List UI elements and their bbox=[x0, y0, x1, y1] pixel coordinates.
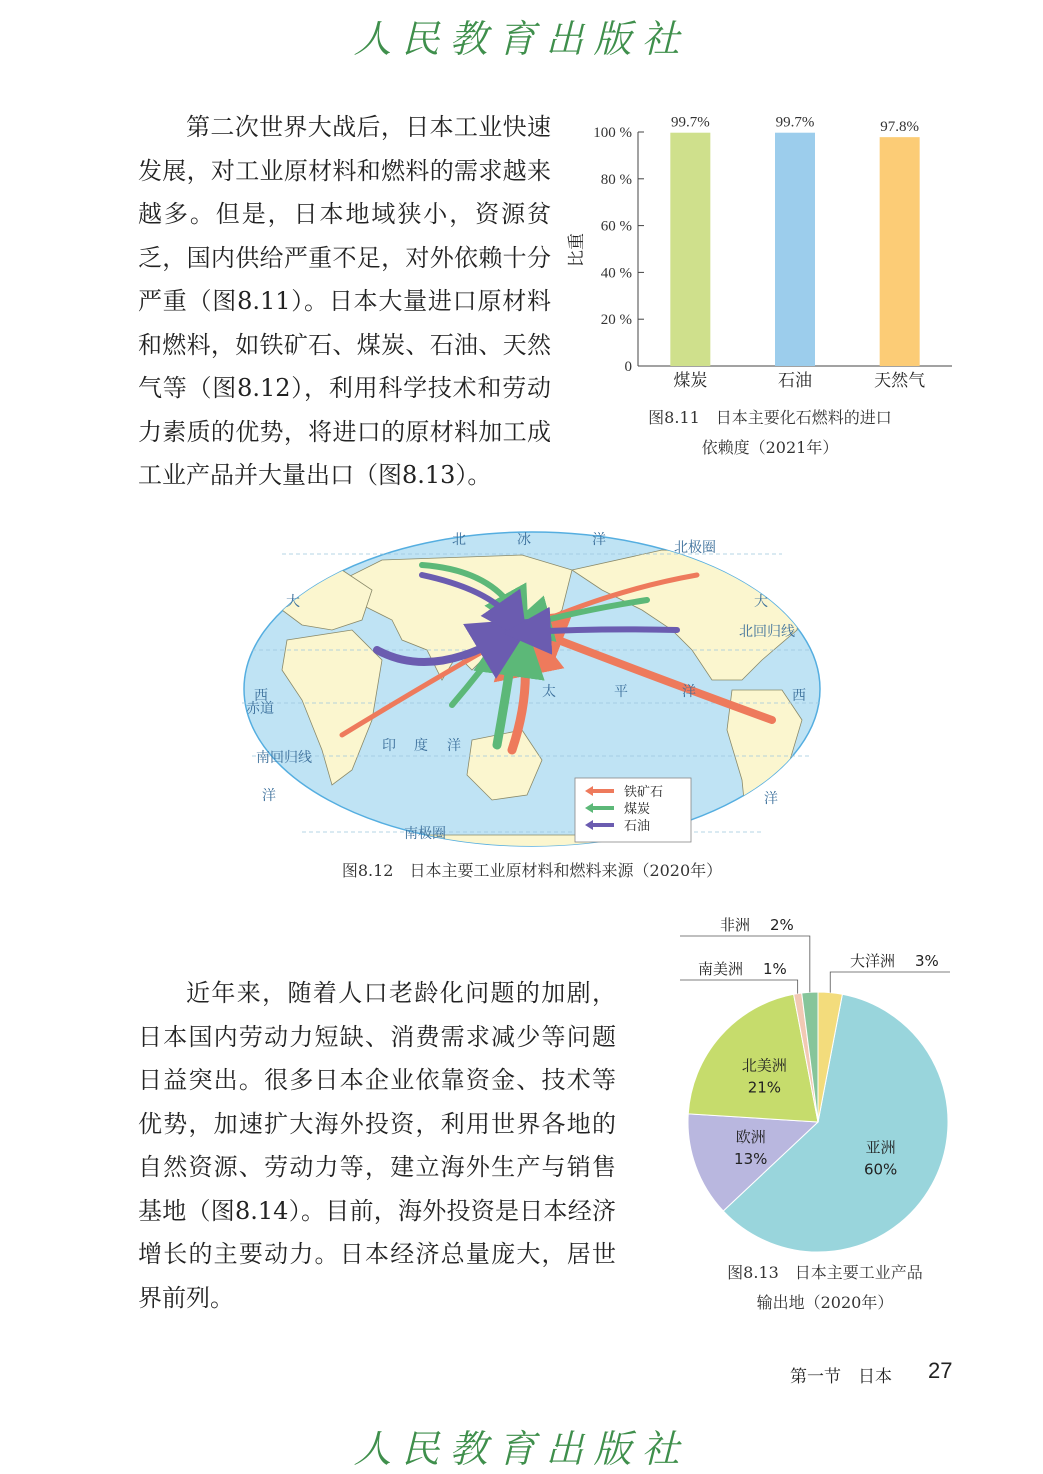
bar-category-label: 天然气 bbox=[874, 371, 926, 391]
legend-label: 石油 bbox=[624, 819, 651, 834]
label-arctic-yang: 洋 bbox=[592, 532, 606, 548]
label-pac-tai: 太 bbox=[542, 684, 556, 700]
fig813-caption bbox=[660, 1258, 990, 1318]
pie-value-label: 2% bbox=[770, 916, 794, 934]
pie-value-label: 3% bbox=[915, 952, 939, 970]
legend-label: 铁矿石 bbox=[624, 785, 664, 800]
label-atl-xi-right: 西 bbox=[792, 688, 806, 704]
fig812-caption: 图8.12 日本主要工业原材料和燃料来源（2020年） bbox=[341, 861, 723, 880]
label-pac-yang: 洋 bbox=[682, 684, 696, 700]
map-legend bbox=[575, 778, 691, 842]
bar-1 bbox=[670, 133, 710, 366]
fig811-caption-line1: 图8.11 日本主要化石燃料的进口 bbox=[648, 408, 892, 427]
label-arctic-bing: 冰 bbox=[517, 532, 531, 548]
pie-value-label: 21% bbox=[747, 1078, 782, 1097]
fig813-pie-chart bbox=[680, 900, 980, 1260]
fig813-caption-line2: 输出地（2020年） bbox=[756, 1293, 894, 1312]
pie-name-label: 亚洲 bbox=[865, 1138, 896, 1157]
bar-category-label: 石油 bbox=[778, 371, 812, 391]
fig811-caption-line2: 依赖度（2021年） bbox=[701, 438, 839, 457]
bar-ytick-label: 60 % bbox=[600, 218, 632, 235]
label-arctic-circle: 北极圈 bbox=[674, 540, 716, 556]
label-atl-da-left: 大 bbox=[286, 594, 300, 610]
label-tropic-south: 南回归线 bbox=[256, 750, 312, 766]
paragraph-2: 近年来，随着人口老龄化问题的加剧，日本国内劳动力短缺、消费需求减少等问题日益突出。很多日本企业依靠资金、技术等优势，加速扩大海外投资，利用世界各地的自然资源、劳动力等，建立海外生产与销售基地（图8.14）。目前，海外投资是日本经济增长的主要动力。日本经济总量庞大，居世界前列。 bbox=[138, 979, 616, 1312]
fig811-bar-chart bbox=[567, 100, 980, 400]
paragraph-1: 第二次世界大战后，日本工业快速发展，对工业原材料和燃料的需求越来越多。但是，日本地域狭小，资源贫乏，国内供给严重不足，对外依赖十分严重（图8.11）。日本大量进口原材料和燃料，如铁矿石、煤炭、石油、天然气等（图8.12），利用科学技术和劳动力素质的优势，将进口的原材料加工成工业产品并大量出口（图8.13）。 bbox=[138, 113, 551, 489]
pie-callout-line bbox=[680, 980, 798, 994]
bar-value-label: 99.7% bbox=[775, 114, 815, 131]
legend-label: 煤炭 bbox=[624, 802, 651, 817]
pie-value-label: 1% bbox=[763, 960, 787, 978]
pie-value-label: 13% bbox=[734, 1150, 768, 1169]
fig811-caption bbox=[600, 403, 940, 463]
label-tropic-north: 北回归线 bbox=[739, 624, 795, 640]
fig812-world-map bbox=[242, 530, 822, 848]
pie-callout-line bbox=[830, 972, 950, 993]
bar-ytick-label: 100 % bbox=[593, 125, 632, 141]
bar-ytick-label: 20 % bbox=[600, 312, 632, 329]
bar-category-label: 煤炭 bbox=[673, 371, 708, 391]
label-equator: 赤道 bbox=[246, 701, 274, 717]
bar-3 bbox=[880, 137, 920, 366]
footer-section: 第一节 日本 bbox=[790, 1367, 892, 1387]
bar-2 bbox=[775, 133, 815, 366]
label-arctic-bei: 北 bbox=[452, 532, 466, 548]
page-number: 27 bbox=[928, 1358, 953, 1383]
pie-name-label: 大洋洲 bbox=[850, 952, 896, 970]
label-atl-da-right: 大 bbox=[754, 594, 768, 610]
pie-name-label: 北美洲 bbox=[741, 1056, 787, 1075]
label-atl-yang-left: 洋 bbox=[262, 788, 276, 804]
oil-arrow-north-america bbox=[527, 629, 677, 632]
pie-name-label: 南美洲 bbox=[698, 960, 744, 978]
label-indian-yang: 洋 bbox=[447, 738, 461, 754]
label-antarctic-circle: 南极圈 bbox=[404, 826, 446, 842]
label-atl-xi-left: 西 bbox=[254, 688, 268, 704]
publisher-footer: 人民教育出版社 bbox=[353, 1427, 690, 1471]
label-indian-du: 度 bbox=[414, 738, 428, 754]
bar-value-label: 99.7% bbox=[670, 114, 710, 131]
paragraph-2-container bbox=[138, 972, 616, 1320]
pie-name-label: 非洲 bbox=[720, 916, 751, 934]
bar-ytick-label: 80 % bbox=[600, 171, 632, 188]
bar-ytick-label: 0 bbox=[624, 359, 632, 375]
publisher-header: 人民教育出版社 bbox=[353, 17, 690, 61]
label-indian-yin: 印 bbox=[382, 738, 396, 754]
label-atl-yang-right: 洋 bbox=[764, 791, 778, 807]
paragraph-1-container bbox=[138, 106, 551, 498]
pie-value-label: 60% bbox=[863, 1160, 898, 1179]
pie-name-label: 欧洲 bbox=[735, 1128, 766, 1147]
fig813-caption-line1: 图8.13 日本主要工业产品 bbox=[727, 1263, 923, 1282]
bar-ytick-label: 40 % bbox=[600, 265, 632, 282]
label-pac-ping: 平 bbox=[614, 684, 628, 700]
bar-ylabel: 比重 bbox=[567, 233, 587, 267]
bar-value-label: 97.8% bbox=[880, 119, 920, 136]
